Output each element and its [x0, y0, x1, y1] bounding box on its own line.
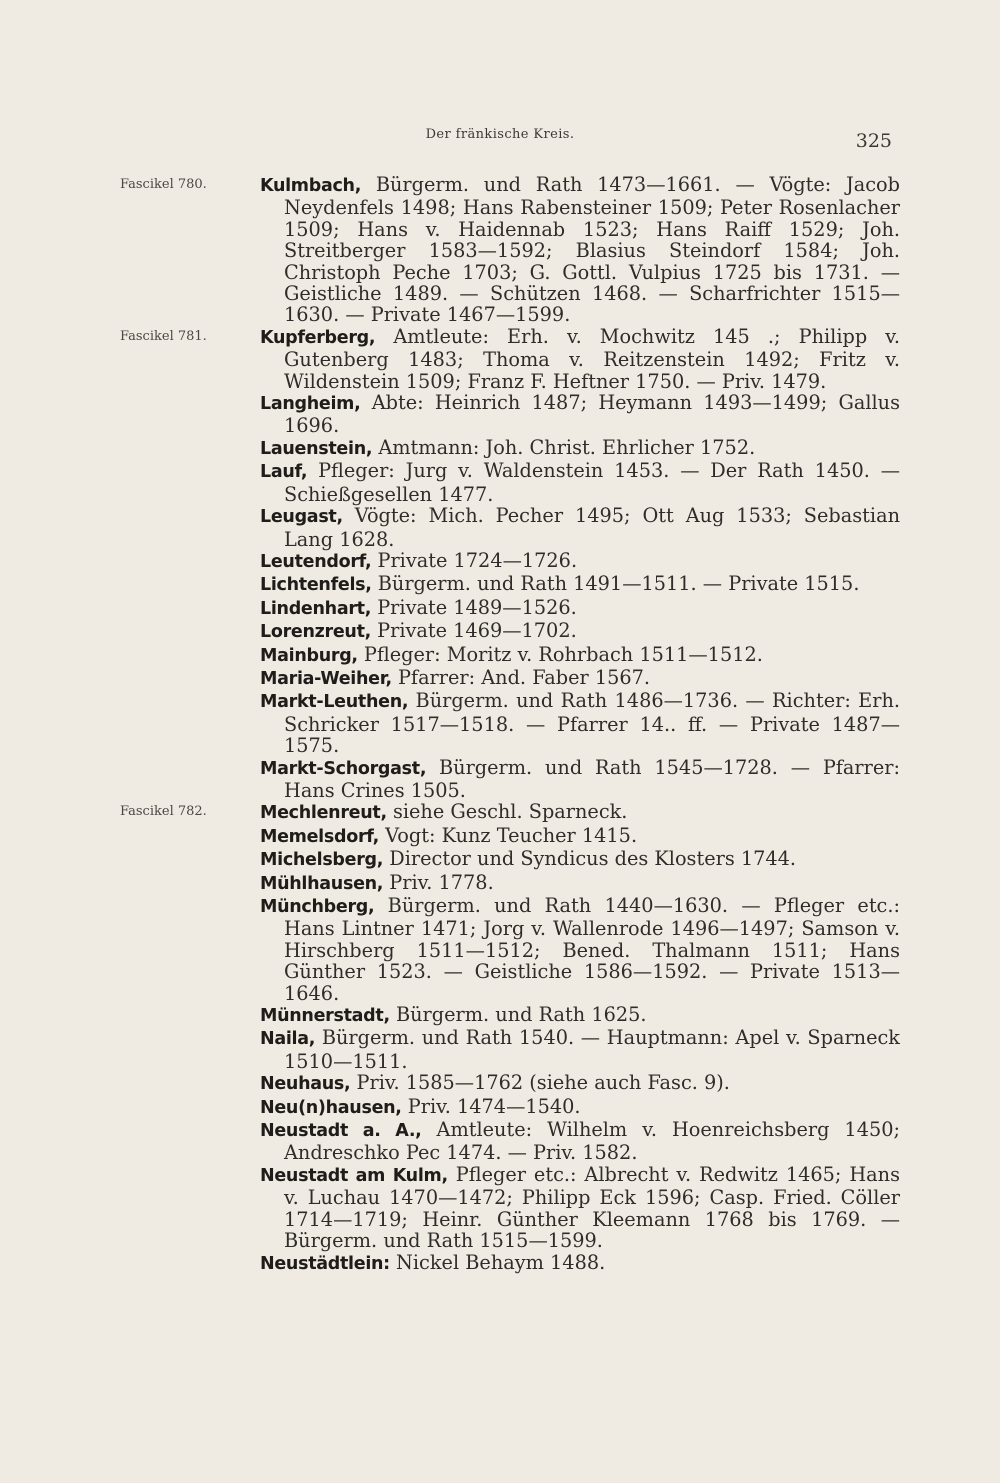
- entry-description: Amtleute: Erh. v. Mochwitz 145 .; Philipp v. Gutenberg 1483; Thoma v. Reitzenstein 1492; Fritz v. Wildenstein 1509; Franz F. Heftner 1750. — Priv. 1479.: [284, 324, 900, 393]
- list-item: [130, 1027, 900, 1072]
- running-title: Der fränkische Kreis.: [425, 127, 575, 142]
- list-item: [130, 550, 900, 573]
- place-name: Lichtenfels,: [260, 575, 372, 596]
- fascicle-label: Fascikel 781.: [120, 328, 207, 344]
- entry-description: Pfleger etc.: Albrecht v. Redwitz 1465; Hans v. Luchau 1470—1472; Philipp Eck 1596; Casp. Fried. Cöller 1714—1719; Heinr. Günther Kleemann 1768 bis 1769. — Bürgerm. und Rath 1515—1599.: [284, 1162, 900, 1253]
- entry-body: [260, 460, 900, 505]
- entry-description: Director und Syndicus des Klosters 1744.: [383, 847, 797, 871]
- entry-description: Pfleger: Jurg v. Waldenstein 1453. — Der Rath 1450. — Schießgesellen 1477.: [284, 459, 900, 506]
- entry-body: [260, 1164, 900, 1252]
- entry-description: Bürgerm. und Rath 1473—1661. — Vögte: Jacob Neydenfels 1498; Hans Rabensteiner 1509; Peter Rosenlacher 1509; Hans v. Haidennab 1523; Hans Raiff 1529; Joh. Streitberger 1583—1592; Blasius Steindorf 1584; Joh. Christoph Peche 1703; G. Gottl. Vulpius 1725 bis 1731. — Geistliche 1489. — Schützen 1468. — Scharfrichter 1515—1630. — Private 1467—1599.: [284, 173, 900, 327]
- place-name: Neuhaus,: [260, 1074, 351, 1095]
- list-item: [130, 1096, 900, 1119]
- place-name: Lauenstein,: [260, 438, 373, 459]
- entry-body: [260, 848, 900, 871]
- entry-description: Bürgerm. und Rath 1486—1736. — Richter: Erh. Schricker 1517—1518. — Pfarrer 14.. ff. — Private 1487—1575.: [284, 689, 900, 758]
- list-item: [130, 573, 900, 596]
- entry-body: [260, 1004, 900, 1027]
- entry-description: Priv. 1778.: [383, 870, 494, 894]
- list-item: [130, 460, 900, 505]
- entry-description: siehe Geschl. Sparneck.: [386, 800, 628, 824]
- entry-body: [260, 550, 900, 573]
- fascicle-label: Fascikel 782.: [120, 804, 207, 820]
- entry-description: Bürgerm. und Rath 1440—1630. — Pfleger etc.: Hans Lintner 1471; Jorg v. Wallenrode 1496—1497; Samson v. Hirschberg 1511—1512; Bened. Thalmann 1511; Hans Günther 1523. — Geistliche 1586—1592. — Private 1513—1646.: [284, 894, 900, 1005]
- entry-description: Private 1724—1726.: [371, 548, 578, 572]
- list-item: [130, 690, 900, 756]
- list-item: [130, 392, 900, 437]
- list-item: [130, 848, 900, 871]
- place-name: Mechlenreut,: [260, 803, 387, 824]
- place-name: Neu(n)hausen,: [260, 1097, 402, 1118]
- list-item: [130, 1164, 900, 1252]
- entry-description: Vögte: Mich. Pecher 1495; Ott Aug 1533; Sebastian Lang 1628.: [284, 504, 900, 551]
- entry-body: [260, 872, 900, 895]
- list-item: [130, 757, 900, 802]
- entry-description: Amtmann: Joh. Christ. Ehrlicher 1752.: [372, 435, 756, 459]
- entry-body: [260, 573, 900, 596]
- entry-list: [120, 173, 900, 1275]
- entry-body: [260, 801, 900, 824]
- place-name: Neustadt a. A.,: [260, 1121, 422, 1142]
- list-item: [120, 800, 900, 824]
- place-name: Memelsdorf,: [260, 826, 379, 847]
- place-name: Lindenhart,: [260, 598, 372, 619]
- list-item: [120, 324, 900, 393]
- place-name: Markt-Leuthen,: [260, 692, 409, 713]
- entry-body: [260, 690, 900, 756]
- entry-body: [260, 326, 900, 392]
- entry-description: Priv. 1474—1540.: [401, 1094, 581, 1118]
- list-item: [130, 895, 900, 1004]
- entry-description: Bürgerm. und Rath 1545—1728. — Pfarrer: Hans Crines 1505.: [284, 755, 900, 802]
- list-item: [130, 620, 900, 643]
- entry-description: Abte: Heinrich 1487; Heymann 1493—1499; Gallus 1696.: [284, 391, 900, 438]
- place-name: Mühlhausen,: [260, 873, 384, 894]
- list-item: [130, 597, 900, 620]
- place-name: Leugast,: [260, 507, 343, 528]
- entry-body: [260, 757, 900, 802]
- entry-description: Nickel Behaym 1488.: [389, 1250, 606, 1274]
- entry-body: [260, 1072, 900, 1095]
- entry-body: [260, 620, 900, 643]
- list-item: [130, 1119, 900, 1164]
- place-name: Kupferberg,: [260, 327, 376, 348]
- entry-body: [260, 667, 900, 690]
- list-item: [130, 872, 900, 895]
- entry-body: [260, 597, 900, 620]
- place-name: Lorenzreut,: [260, 622, 371, 643]
- entry-body: [260, 1027, 900, 1072]
- list-item: [130, 1252, 900, 1275]
- entry-description: Private 1489—1526.: [371, 595, 577, 619]
- entry-body: [260, 1096, 900, 1119]
- entry-description: Private 1469—1702.: [371, 619, 577, 643]
- place-name: Mainburg,: [260, 645, 358, 666]
- entry-description: Amtleute: Wilhelm v. Hoenreichsberg 1450; Andreschko Pec 1474. — Priv. 1582.: [284, 1118, 900, 1165]
- list-item: [130, 505, 900, 550]
- place-name: Lauf,: [260, 462, 308, 483]
- place-name: Münnerstadt,: [260, 1006, 390, 1027]
- entry-body: [260, 644, 900, 667]
- list-item: [130, 644, 900, 667]
- place-name: Leutendorf,: [260, 551, 372, 572]
- entry-body: [260, 392, 900, 437]
- place-name: Neustadt am Kulm,: [260, 1165, 448, 1186]
- fascicle-label: Fascikel 780.: [120, 177, 207, 192]
- place-name: Münchberg,: [260, 897, 375, 917]
- list-item: [130, 825, 900, 848]
- entry-body: [260, 1252, 900, 1275]
- list-item: [120, 173, 900, 327]
- place-name: Neustädtlein:: [260, 1253, 390, 1274]
- place-name: Markt-Schorgast,: [260, 758, 427, 779]
- page-number: 325: [855, 130, 892, 152]
- entry-description: Pfarrer: And. Faber 1567.: [391, 665, 651, 689]
- place-name: Kulmbach,: [260, 176, 362, 196]
- entry-description: Bürgerm. und Rath 1625.: [389, 1003, 647, 1027]
- list-item: [130, 1004, 900, 1027]
- entry-body: [260, 895, 900, 1004]
- list-item: [130, 1072, 900, 1095]
- entry-description: Bürgerm. und Rath 1491—1511. — Private 1515.: [371, 572, 860, 596]
- place-name: Naila,: [260, 1029, 316, 1050]
- entry-body: [260, 437, 900, 460]
- entry-description: Vogt: Kunz Teucher 1415.: [379, 823, 638, 847]
- entry-body: [260, 174, 900, 326]
- entry-body: [260, 825, 900, 848]
- entry-description: Pfleger: Moritz v. Rohrbach 1511—1512.: [357, 642, 763, 666]
- entry-description: Priv. 1585—1762 (siehe auch Fasc. 9).: [350, 1071, 730, 1095]
- place-name: Maria-Weiher,: [260, 668, 392, 689]
- list-item: [130, 667, 900, 690]
- entry-body: [260, 505, 900, 550]
- entry-description: Bürgerm. und Rath 1540. — Hauptmann: Apel v. Sparneck 1510—1511.: [284, 1026, 900, 1073]
- entry-body: [260, 1119, 900, 1164]
- list-item: [130, 437, 900, 460]
- place-name: Langheim,: [260, 394, 361, 415]
- place-name: Michelsberg,: [260, 850, 384, 871]
